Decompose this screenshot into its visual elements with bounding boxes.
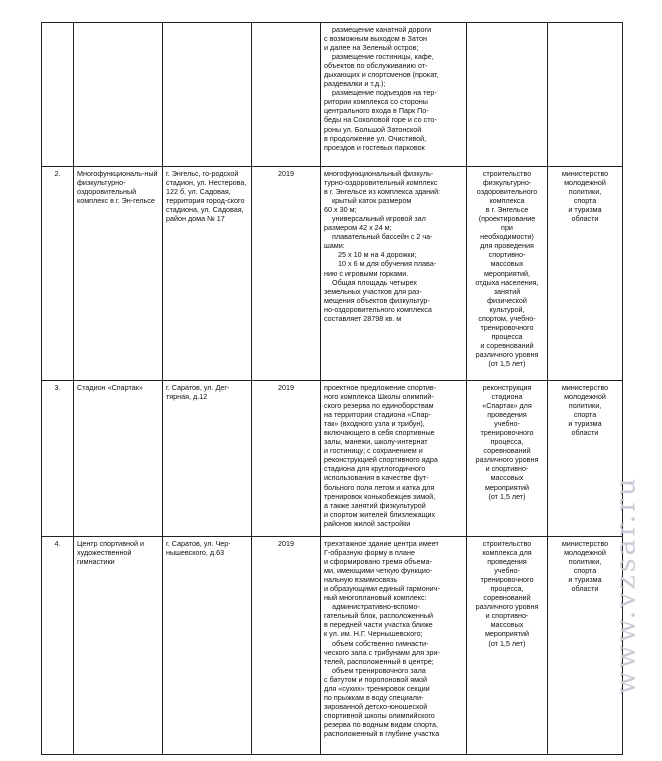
description-line: с возможным выходом в Затон: [324, 34, 427, 44]
description-line: размещение подъездов на тер-: [332, 88, 437, 98]
description-line: так» (входного узла и трибун),: [324, 419, 425, 429]
description-line: расположенный в глубине участка: [324, 728, 440, 738]
purpose-cell: [467, 167, 548, 381]
purpose-line: комплекса для: [482, 548, 532, 558]
object-address: г. Саратов, ул. Дег-тярная, д.12: [163, 381, 252, 537]
responsible-line: спорта: [573, 196, 597, 206]
row-number: 4.: [42, 537, 74, 755]
description-line: 60 х 30 м;: [324, 205, 357, 215]
purpose-line: тренировочного: [480, 428, 534, 438]
responsible-line: спорта: [573, 566, 597, 576]
description-line: размещение гостиницы, кафе,: [332, 52, 434, 62]
description-line: Г-образную форму в плане: [324, 548, 415, 558]
purpose-line: различного уровня: [475, 455, 539, 465]
description-line: земельных участков для раз-: [324, 286, 422, 296]
purpose-cell: [467, 537, 548, 755]
purpose-line: необходимости): [480, 232, 534, 242]
description-line: объектов по обслуживанию от-: [324, 61, 428, 71]
table-row: [42, 23, 623, 167]
description-line: размещение канатной дороги: [332, 25, 432, 34]
object-name: Стадион «Спартак»: [74, 381, 163, 537]
purpose-line: массовых: [490, 259, 524, 269]
purpose-line: физической: [487, 295, 527, 305]
description-line: по прыжкам в воду специали-: [324, 692, 424, 702]
description-line: объем собственно гимнасти-: [332, 638, 429, 648]
description-cell: [321, 23, 467, 167]
description-line: проектное предложение спортив-: [324, 383, 437, 392]
description-line: административно-вспомо-: [332, 602, 420, 612]
responsible-line: и туризма: [568, 575, 602, 585]
description-line: на территории стадиона «Спар-: [324, 410, 431, 420]
responsible-cell: [548, 23, 623, 167]
purpose-line: культурой,: [489, 304, 525, 314]
row-number: 2.: [42, 167, 74, 381]
description-line: гательный блок, расположенный: [324, 611, 433, 621]
responsible-line: политики,: [568, 187, 602, 197]
table-row: [42, 381, 623, 537]
description-line: в г. Энгельсе из комплекса зданий:: [324, 187, 441, 197]
object-address: [163, 23, 252, 167]
table-body: [42, 23, 623, 755]
description-line: турно-оздоровительный комплекс: [324, 178, 438, 188]
purpose-cell: [467, 23, 548, 167]
year-cell: 2019: [252, 381, 321, 537]
description-line: и образующими единый гармонич-: [324, 584, 440, 594]
description-cell: [321, 167, 467, 381]
purpose-line: процесса: [491, 331, 523, 341]
description-line: включающего в себя спортивные: [324, 428, 435, 438]
purpose-line: строительство: [482, 169, 532, 178]
purpose-line: стадиона: [491, 392, 523, 402]
description-line: объем тренировочного зала: [332, 665, 426, 675]
purpose-line: спортивно-: [488, 250, 526, 260]
purpose-line: процесса,: [490, 584, 524, 594]
watermark: [606, 415, 646, 755]
description-line: в продолжение ул. Очистивой,: [324, 133, 427, 143]
description-line: 10 х 6 м для обучения плава-: [338, 259, 437, 269]
responsible-line: и туризма: [568, 205, 602, 215]
description-line: ми, имеющими четкую функцио-: [324, 566, 433, 576]
description-line: и далее на Зеленый остров;: [324, 43, 419, 53]
description-cell: [321, 381, 467, 537]
object-address: г. Саратов, ул. Чер-нышевского, д.63: [163, 537, 252, 755]
description-line: больного поля летом и катка для: [324, 482, 435, 492]
description-line: спортивной школы олимпийского: [324, 710, 435, 720]
purpose-line: реконструкция: [482, 383, 532, 392]
purpose-line: физкультурно-: [482, 178, 532, 188]
description-line: крытый каток размером: [332, 196, 412, 206]
description-line: ритории комплекса со стороны: [324, 97, 428, 107]
description-line: ского резерва по единоборствам: [324, 401, 434, 411]
description-line: плавательный бассейн с 2 ча-: [332, 232, 433, 242]
responsible-line: министерство: [561, 539, 609, 548]
object-address: г. Энгельс, го-родской стадион, ул. Нестерова, 122 б, ул. Садовая, территория город-ского стадиона, ул. Садовая, район дома № 17: [163, 167, 252, 381]
year-cell: [252, 23, 321, 167]
description-line: 25 х 10 м на 4 дорожки;: [338, 250, 417, 260]
purpose-line: спортом, учебно-: [478, 313, 536, 323]
description-line: шами:: [324, 241, 345, 251]
purpose-line: в г. Энгельсе: [485, 205, 529, 215]
responsible-line: и туризма: [568, 419, 602, 429]
table-row: [42, 167, 623, 381]
description-line: мещения объектов физкультур-: [324, 295, 430, 305]
purpose-line: проведения: [487, 557, 527, 567]
description-line: ческого зала с трибунами для зри-: [324, 647, 440, 657]
purpose-line: массовых: [490, 620, 524, 630]
purpose-line: (проектирование: [478, 214, 536, 224]
purpose-line: различного уровня: [475, 602, 539, 612]
description-line: многофункциональный физкуль-: [324, 169, 434, 178]
purpose-line: мероприятий: [484, 629, 530, 639]
purpose-line: (от 1,5 лет): [488, 358, 526, 368]
description-line: для «сухих» тренировок секции: [324, 683, 430, 693]
description-line: телей, расположенный в центре;: [324, 656, 434, 666]
responsible-line: молодежной: [564, 548, 606, 558]
purpose-cell: [467, 381, 548, 537]
description-line: Общая площадь четырех: [332, 277, 417, 287]
description-line: использования в качестве фут-: [324, 473, 429, 483]
purpose-line: массовых: [490, 473, 524, 483]
description-line: ного комплекса Школы олимпий-: [324, 392, 434, 402]
responsible-line: спорта: [573, 410, 597, 420]
description-line: трехэтажное здание центра имеет: [324, 539, 439, 548]
description-line: в передней части участка ближе: [324, 620, 433, 630]
purpose-line: и соревнований: [480, 340, 534, 350]
purpose-line: строительство: [482, 539, 532, 548]
objects-table: [41, 22, 623, 755]
object-name: [74, 23, 163, 167]
purpose-line: для проведения: [480, 241, 534, 251]
description-line: реконструкцией спортивного ядра: [324, 455, 438, 465]
description-line: резерва по водным видам спорта,: [324, 719, 438, 729]
responsible-line: молодежной: [564, 178, 606, 188]
responsible-line: министерство: [561, 169, 609, 178]
description-line: залы, манежи, школу-интернат: [324, 437, 428, 447]
row-number: 3.: [42, 381, 74, 537]
responsible-line: министерство: [561, 383, 609, 392]
responsible-line: молодежной: [564, 392, 606, 402]
description-line: зированной детско-юношеской: [324, 701, 428, 711]
table-row: [42, 537, 623, 755]
object-name: Многофункциональ-ный физкультурно-оздоровительный комплекс в г. Эн-гельсе: [74, 167, 163, 381]
purpose-line: тренировочного: [480, 322, 534, 332]
purpose-line: «Спартак» для: [482, 401, 532, 411]
description-line: но-оздоровительного комплекса: [324, 304, 432, 314]
year-cell: 2019: [252, 167, 321, 381]
purpose-line: при: [501, 223, 513, 233]
watermark-text: www.vzsar.ru: [610, 475, 642, 695]
description-line: беды на Соколовой горе и со сто-: [324, 115, 437, 125]
description-cell: [321, 537, 467, 755]
purpose-line: занятий: [493, 286, 521, 296]
responsible-line: политики,: [568, 401, 602, 411]
description-line: размером 42 х 24 м;: [324, 223, 392, 233]
description-line: и спортом жителей близлежащих: [324, 509, 436, 519]
purpose-line: мероприятий,: [483, 268, 531, 278]
purpose-line: (от 1,5 лет): [488, 638, 526, 648]
description-line: дыхающих и спортсменов (прокат,: [324, 70, 439, 80]
purpose-line: соревнований: [483, 446, 531, 456]
purpose-line: процесса,: [490, 437, 524, 447]
responsible-line: области: [571, 584, 599, 594]
description-line: раздевалки и т.д.);: [324, 79, 386, 89]
purpose-line: отдыха населения,: [475, 277, 539, 287]
responsible-line: политики,: [568, 557, 602, 567]
description-line: ный многоплановый комплекс:: [324, 593, 427, 603]
purpose-line: учебно-: [494, 566, 520, 576]
purpose-line: (от 1,5 лет): [488, 491, 526, 501]
description-line: составляет 28798 кв. м: [324, 313, 402, 323]
responsible-line: области: [571, 214, 599, 224]
year-cell: 2019: [252, 537, 321, 755]
description-line: центрального входа в Парк По-: [324, 106, 429, 116]
description-line: а также занятий физкультурой: [324, 500, 426, 510]
purpose-line: учебно-: [494, 419, 520, 429]
purpose-line: различного уровня: [475, 349, 539, 359]
purpose-line: и спортивно-: [485, 611, 529, 621]
description-line: с батутом и поролоновой ямой: [324, 674, 428, 684]
description-line: и гостиницу; с сохранением и: [324, 446, 423, 456]
description-line: и сформировано тремя объема-: [324, 557, 432, 567]
purpose-line: мероприятий: [484, 482, 530, 492]
description-line: нию с игровыми горками.: [324, 268, 409, 278]
object-name: Центр спортивной и художественной гимнастики: [74, 537, 163, 755]
description-line: универсальный игровой зал: [332, 214, 426, 224]
description-line: нальную взаимосвязь: [324, 575, 398, 585]
description-line: тренировок конькобежцев зимой,: [324, 491, 436, 501]
description-line: к ул. им. Н.Г. Чернышевского;: [324, 629, 423, 639]
description-line: проездов и гостевых парковок: [324, 142, 425, 152]
row-number: [42, 23, 74, 167]
responsible-line: области: [571, 428, 599, 438]
description-line: стадиона для круглогодичного: [324, 464, 426, 474]
purpose-line: проведения: [487, 410, 527, 420]
purpose-line: оздоровительного: [476, 187, 538, 197]
purpose-line: комплекса: [489, 196, 525, 206]
purpose-line: соревнований: [483, 593, 531, 603]
purpose-line: тренировочного: [480, 575, 534, 585]
purpose-line: и спортивно-: [485, 464, 529, 474]
description-line: роны ул. Большой Затонской: [324, 124, 422, 134]
description-line: районов жилой застройки: [324, 518, 411, 528]
responsible-cell: [548, 167, 623, 381]
